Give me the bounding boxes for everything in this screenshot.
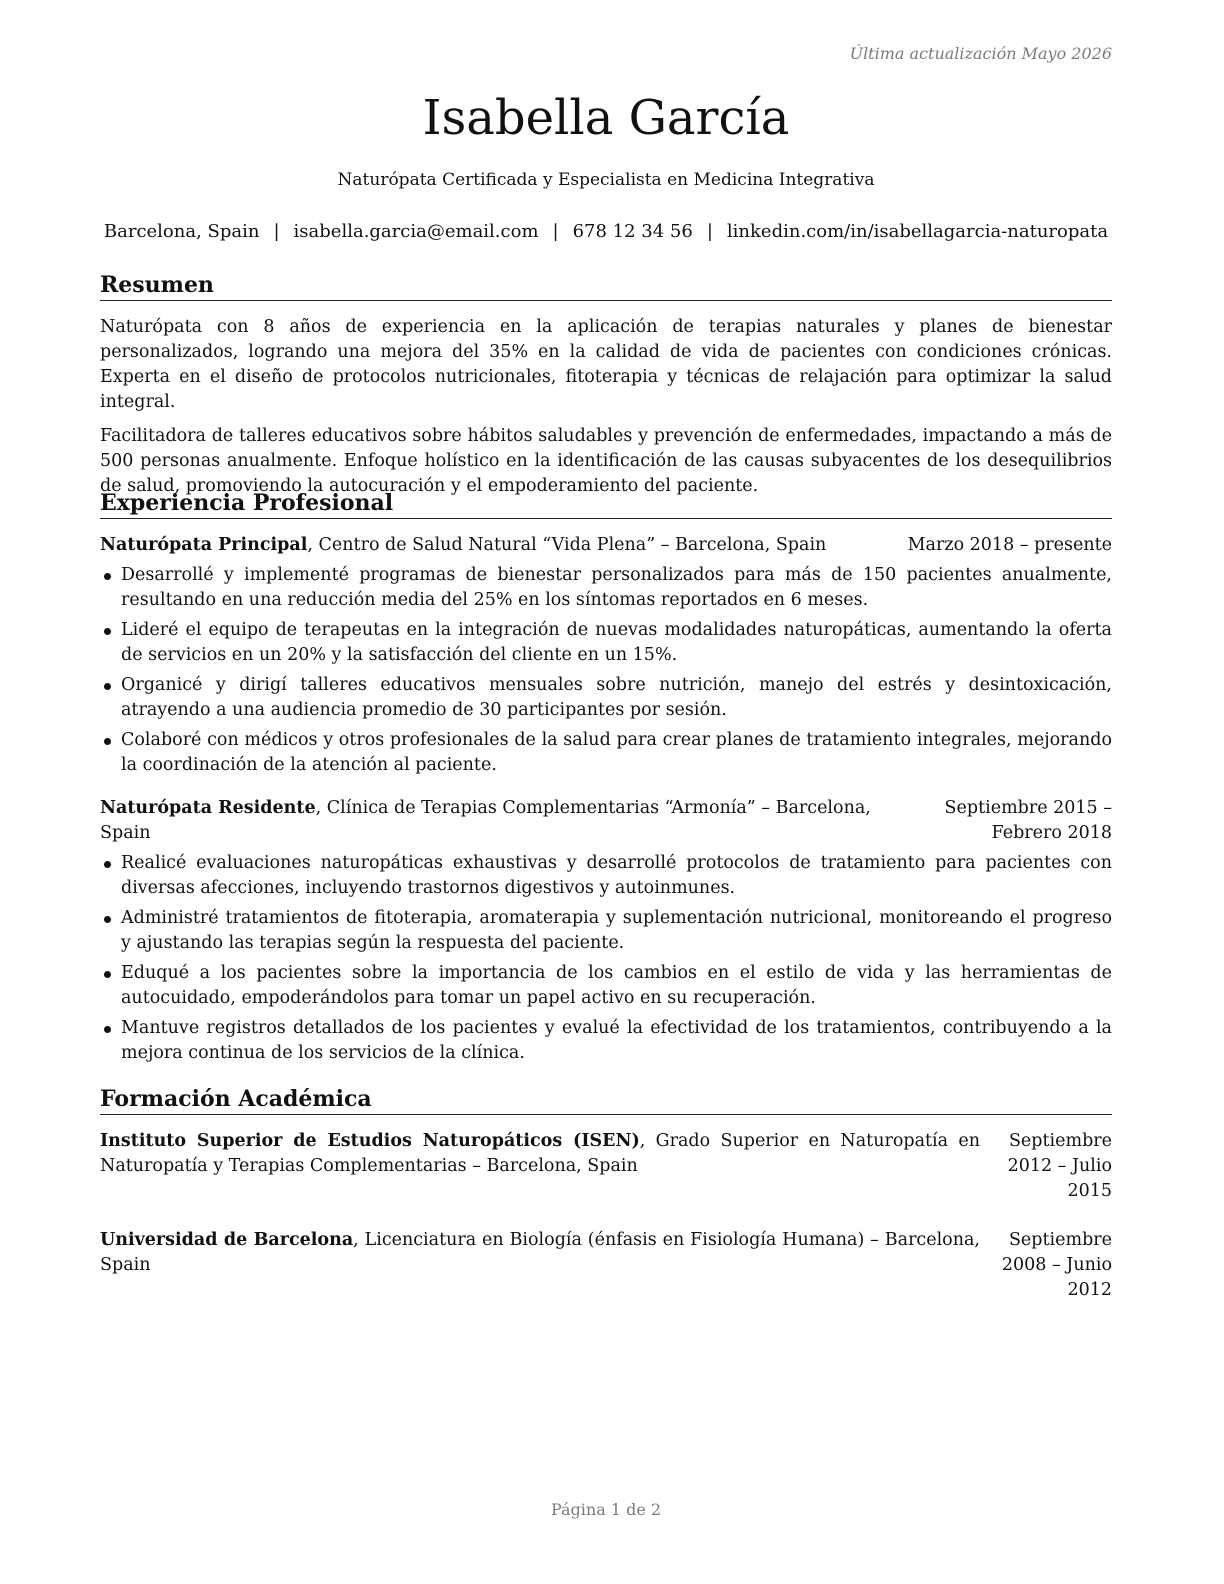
contact-line	[100, 219, 1112, 245]
education-school: Universidad de Barcelona	[100, 1230, 354, 1250]
list-item: Mantuve registros detallados de los pacientes y evalué la efectividad de los tratamientos, contribuyendo a la mejora continua de los servicios de la clínica.	[100, 1016, 1112, 1066]
education-entry	[100, 1228, 1112, 1303]
list-item: Administré tratamientos de fitoterapia, aromaterapia y suplementación nutricional, monitoreando el progreso y ajustando las terapias según la respuesta del paciente.	[100, 906, 1112, 956]
job-dates: Septiembre 2015 – Febrero 2018	[944, 798, 1112, 843]
job-bullets	[100, 851, 1112, 1066]
education-dates: Septiembre 2008 – Junio 2012	[1001, 1230, 1112, 1300]
contact-linkedin[interactable]: linkedin.com/in/isabellagarcia-naturopata	[726, 221, 1109, 242]
experience-section	[100, 488, 1112, 1071]
list-item: Eduqué a los pacientes sobre la importancia de los cambios en el estilo de vida y las herramientas de autocuidado, empoderándolos para tomar un papel activo en su recuperación.	[100, 961, 1112, 1011]
education-institution-line	[100, 1129, 980, 1204]
education-detail: , Licenciatura en Biología (énfasis en Fisiología Humana) – Barcelona, Spain	[100, 1230, 980, 1275]
job-organization: , Centro de Salud Natural “Vida Plena” – Barcelona, Spain	[307, 535, 827, 555]
job-header	[100, 533, 1112, 558]
education-institution-line	[100, 1228, 980, 1303]
professional-tagline: Naturópata Certificada y Especialista en Medicina Integrativa	[337, 170, 875, 190]
summary-section	[100, 270, 1112, 499]
summary-paragraph: Naturópata con 8 años de experiencia en la aplicación de terapias naturales y planes de bienestar personalizados, logrando una mejora del 35% en la calidad de vida de pacientes con condiciones crónicas. Experta en el diseño de protocolos nutricionales, fitoterapia y técnicas de relajación para optimizar la salud integral.	[100, 317, 1112, 412]
contact-separator: |	[706, 221, 713, 242]
summary-paragraph: Facilitadora de talleres educativos sobre hábitos saludables y prevención de enfermedades, impactando a más de 500 personas anualmente. Enfoque holístico en la identificación de las causas subyacentes de los desequilibrios de salud, promoviendo la autocuración y el empoderamiento del paciente.	[100, 426, 1112, 496]
candidate-name: Isabella García	[422, 90, 790, 146]
education-entry	[100, 1129, 1112, 1204]
job-entry	[100, 533, 1112, 778]
job-title: Naturópata Residente	[100, 798, 316, 818]
contact-separator: |	[273, 221, 280, 242]
job-entry	[100, 796, 1112, 1066]
job-title-line	[100, 533, 826, 558]
job-title-line	[100, 796, 895, 846]
job-header	[100, 796, 1112, 846]
job-bullets	[100, 563, 1112, 778]
last-updated: Última actualización Mayo 2026	[849, 44, 1112, 63]
education-detail: , Grado Superior en Naturopatía en Naturopatía y Terapias Complementarias – Barcelona, Spain	[100, 1131, 981, 1176]
list-item: Lideré el equipo de terapeutas en la integración de nuevas modalidades naturopáticas, aumentando la oferta de servicios en un 20% y la satisfacción del cliente en un 15%.	[100, 618, 1112, 668]
section-heading-summary: Resumen	[100, 270, 1112, 301]
section-heading-experience: Experiencia Profesional	[100, 488, 1112, 519]
contact-separator: |	[552, 221, 559, 242]
job-organization: , Clínica de Terapias Complementarias “Armonía” – Barcelona, Spain	[100, 798, 871, 843]
job-dates: Marzo 2018 – presente	[907, 535, 1112, 555]
education-dates: Septiembre 2012 – Julio 2015	[1007, 1131, 1112, 1201]
list-item: Organicé y dirigí talleres educativos mensuales sobre nutrición, manejo del estrés y desintoxicación, atrayendo a una audiencia promedio de 30 participantes por sesión.	[100, 673, 1112, 723]
job-title: Naturópata Principal	[100, 535, 308, 555]
resume-page	[100, 0, 1112, 1584]
page-number: Página 1 de 2	[550, 1500, 662, 1519]
contact-email[interactable]: isabella.garcia@email.com	[293, 221, 539, 242]
list-item: Desarrollé y implementé programas de bienestar personalizados para más de 150 pacientes anualmente, resultando en una reducción media del 25% en los síntomas reportados en 6 meses.	[100, 563, 1112, 613]
education-section	[100, 1084, 1112, 1303]
education-school: Instituto Superior de Estudios Naturopáticos (ISEN)	[100, 1131, 640, 1151]
list-item: Realicé evaluaciones naturopáticas exhaustivas y desarrollé protocolos de tratamiento para pacientes con diversas afecciones, incluyendo trastornos digestivos y autoinmunes.	[100, 851, 1112, 901]
section-heading-education: Formación Académica	[100, 1084, 1112, 1115]
list-item: Colaboré con médicos y otros profesionales de la salud para crear planes de tratamiento integrales, mejorando la coordinación de la atención al paciente.	[100, 728, 1112, 778]
contact-phone: 678 12 34 56	[572, 221, 693, 242]
contact-location: Barcelona, Spain	[103, 221, 260, 242]
